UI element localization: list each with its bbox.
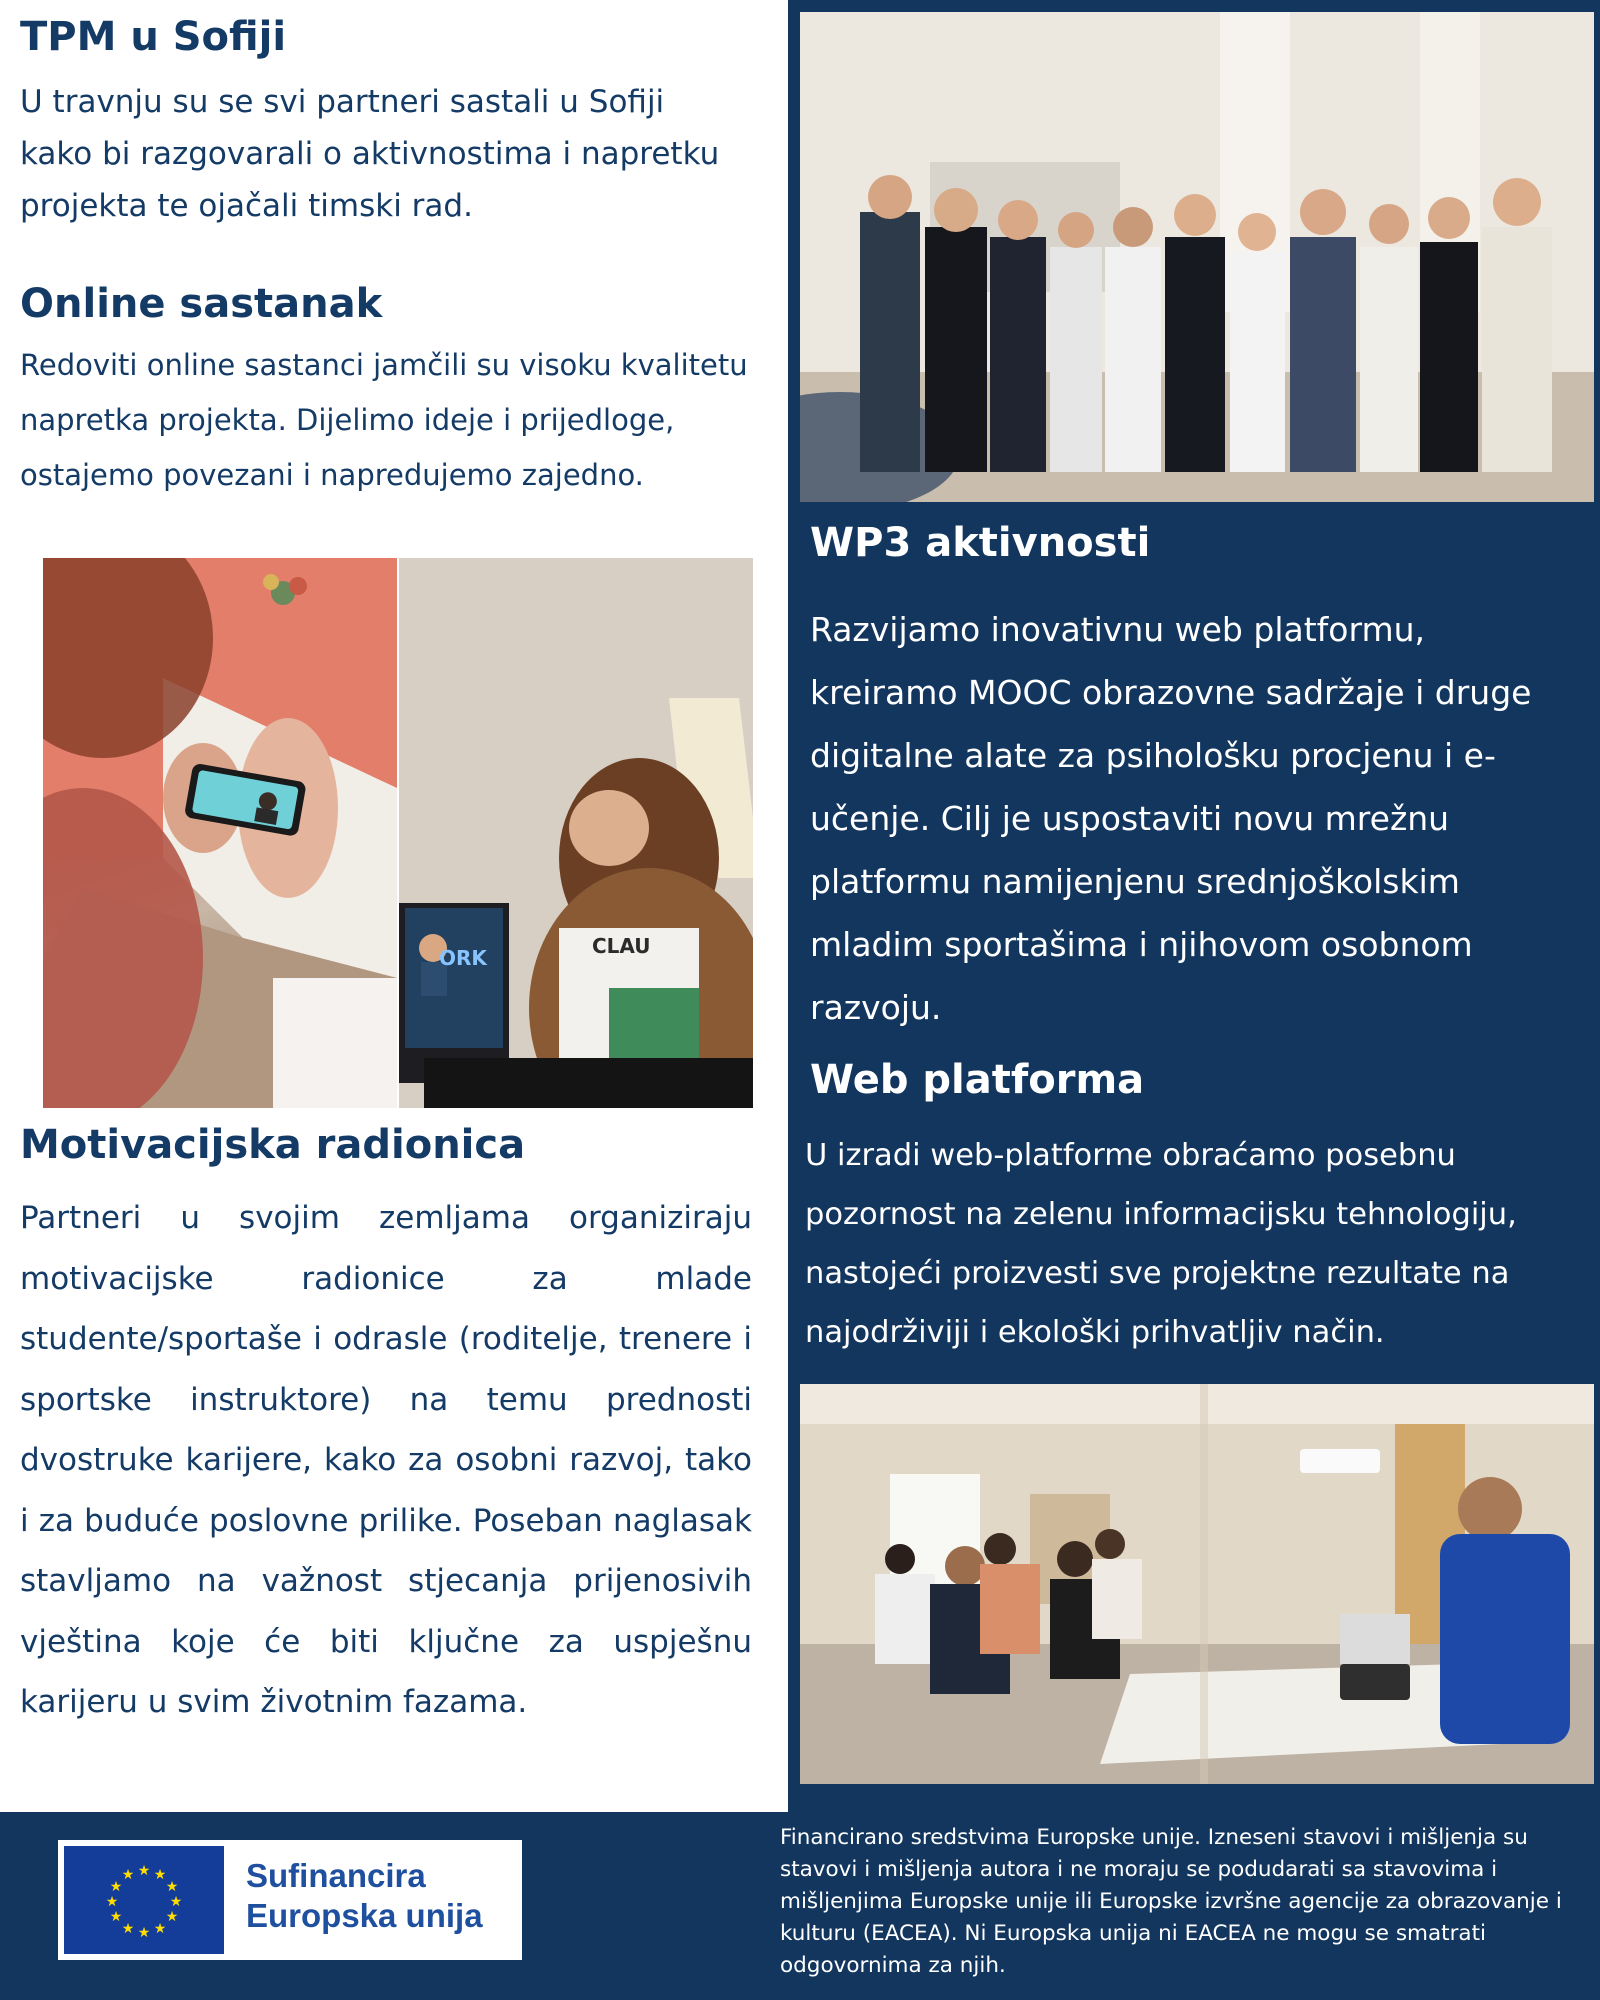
photo-laptop-video-call	[399, 558, 753, 1108]
motivation-workshop-title: Motivacijska radionica	[20, 1122, 526, 1168]
motivation-workshop-text: Partneri u svojim zemljama organiziraju motivacijske radionice za mlade studente/sportaše i odrasle (roditelje, trenere i sportske instruktore) na temu prednosti dvostruke karijere, kako za osobni razvoj, tako i za buduće poslovne prilike. Poseban naglasak stavljamo na važnost stjecanja prijenosivih vještina koje će biti ključne za uspješnu karijeru u svim životnim fazama.	[20, 1200, 752, 1720]
photo-group-illustration	[800, 12, 1594, 502]
funding-disclaimer: Financirano sredstvima Europske unije. Izneseni stavovi i mišljenja su stavovi i mišljenja autora i ne moraju se podudarati sa stavovima i mišljenjima Europske unije ili Europske izvršne agencije za obrazovanje i kulturu (EACEA). Ni Europska unija ni EACEA ne mogu se smatrati odgovornima za njih.	[780, 1825, 1562, 1978]
svg-text:★: ★	[109, 1909, 123, 1925]
svg-text:★: ★	[137, 1863, 151, 1879]
svg-text:★: ★	[169, 1894, 183, 1910]
online-meeting-text: Redoviti online sastanci jamčili su visoku kvalitetu napretka projekta. Dijelimo ideje i prijedloge, ostajemo povezani i napredujemo zajedno.	[20, 348, 748, 492]
photo-phone-illustration	[43, 558, 397, 1108]
web-platform-text: U izradi web-platforme obraćamo posebnu pozornost na zelenu informacijsku tehnologiju, nastojeći proizvesti sve projektne rezultate na najodrživiji i ekološki prihvatljiv način.	[805, 1138, 1517, 1350]
svg-text:★: ★	[165, 1909, 179, 1925]
photo-group-meeting	[800, 12, 1594, 502]
photo-classroom-workshop	[800, 1384, 1594, 1784]
photo-classroom-illustration	[800, 1384, 1594, 1784]
eu-stars-icon	[64, 1846, 224, 1954]
svg-text:★: ★	[109, 1879, 123, 1895]
eu-flag-icon	[64, 1846, 224, 1954]
wp3-title: WP3 aktivnosti	[810, 520, 1151, 566]
svg-text:★: ★	[105, 1894, 119, 1910]
eu-cofunded-line1: Sufinancira	[246, 1857, 426, 1894]
svg-text:★: ★	[121, 1867, 135, 1883]
online-meeting-title: Online sastanak	[20, 281, 383, 327]
tpm-text: U travnju su se svi partneri sastali u Sofiji kako bi razgovarali o aktivnostima i napretku projekta te ojačali timski rad.	[20, 84, 720, 224]
photo-laptop-illustration	[399, 558, 753, 1108]
shirt-text: CLAU	[592, 934, 651, 958]
laptop-screen-text: ORK	[439, 946, 487, 970]
photo-phone-video-call	[43, 558, 397, 1108]
web-platform-title: Web platforma	[810, 1057, 1145, 1103]
tpm-title: TPM u Sofiji	[20, 14, 287, 60]
svg-text:★: ★	[165, 1879, 179, 1895]
svg-text:★: ★	[153, 1921, 167, 1937]
svg-text:★: ★	[153, 1867, 167, 1883]
wp3-text: Razvijamo inovativnu web platformu, kreiramo MOOC obrazovne sadržaje i druge digitalne alate za psihološku procjenu i e-učenje. Cilj je uspostaviti novu mrežnu platformu namijenjenu srednjoškolskim mladim sportašima i njihovom osobnom razvoju.	[810, 610, 1532, 1027]
svg-text:★: ★	[137, 1925, 151, 1941]
eu-cofunded-line2: Europska unija	[246, 1897, 483, 1934]
svg-text:★: ★	[121, 1921, 135, 1937]
